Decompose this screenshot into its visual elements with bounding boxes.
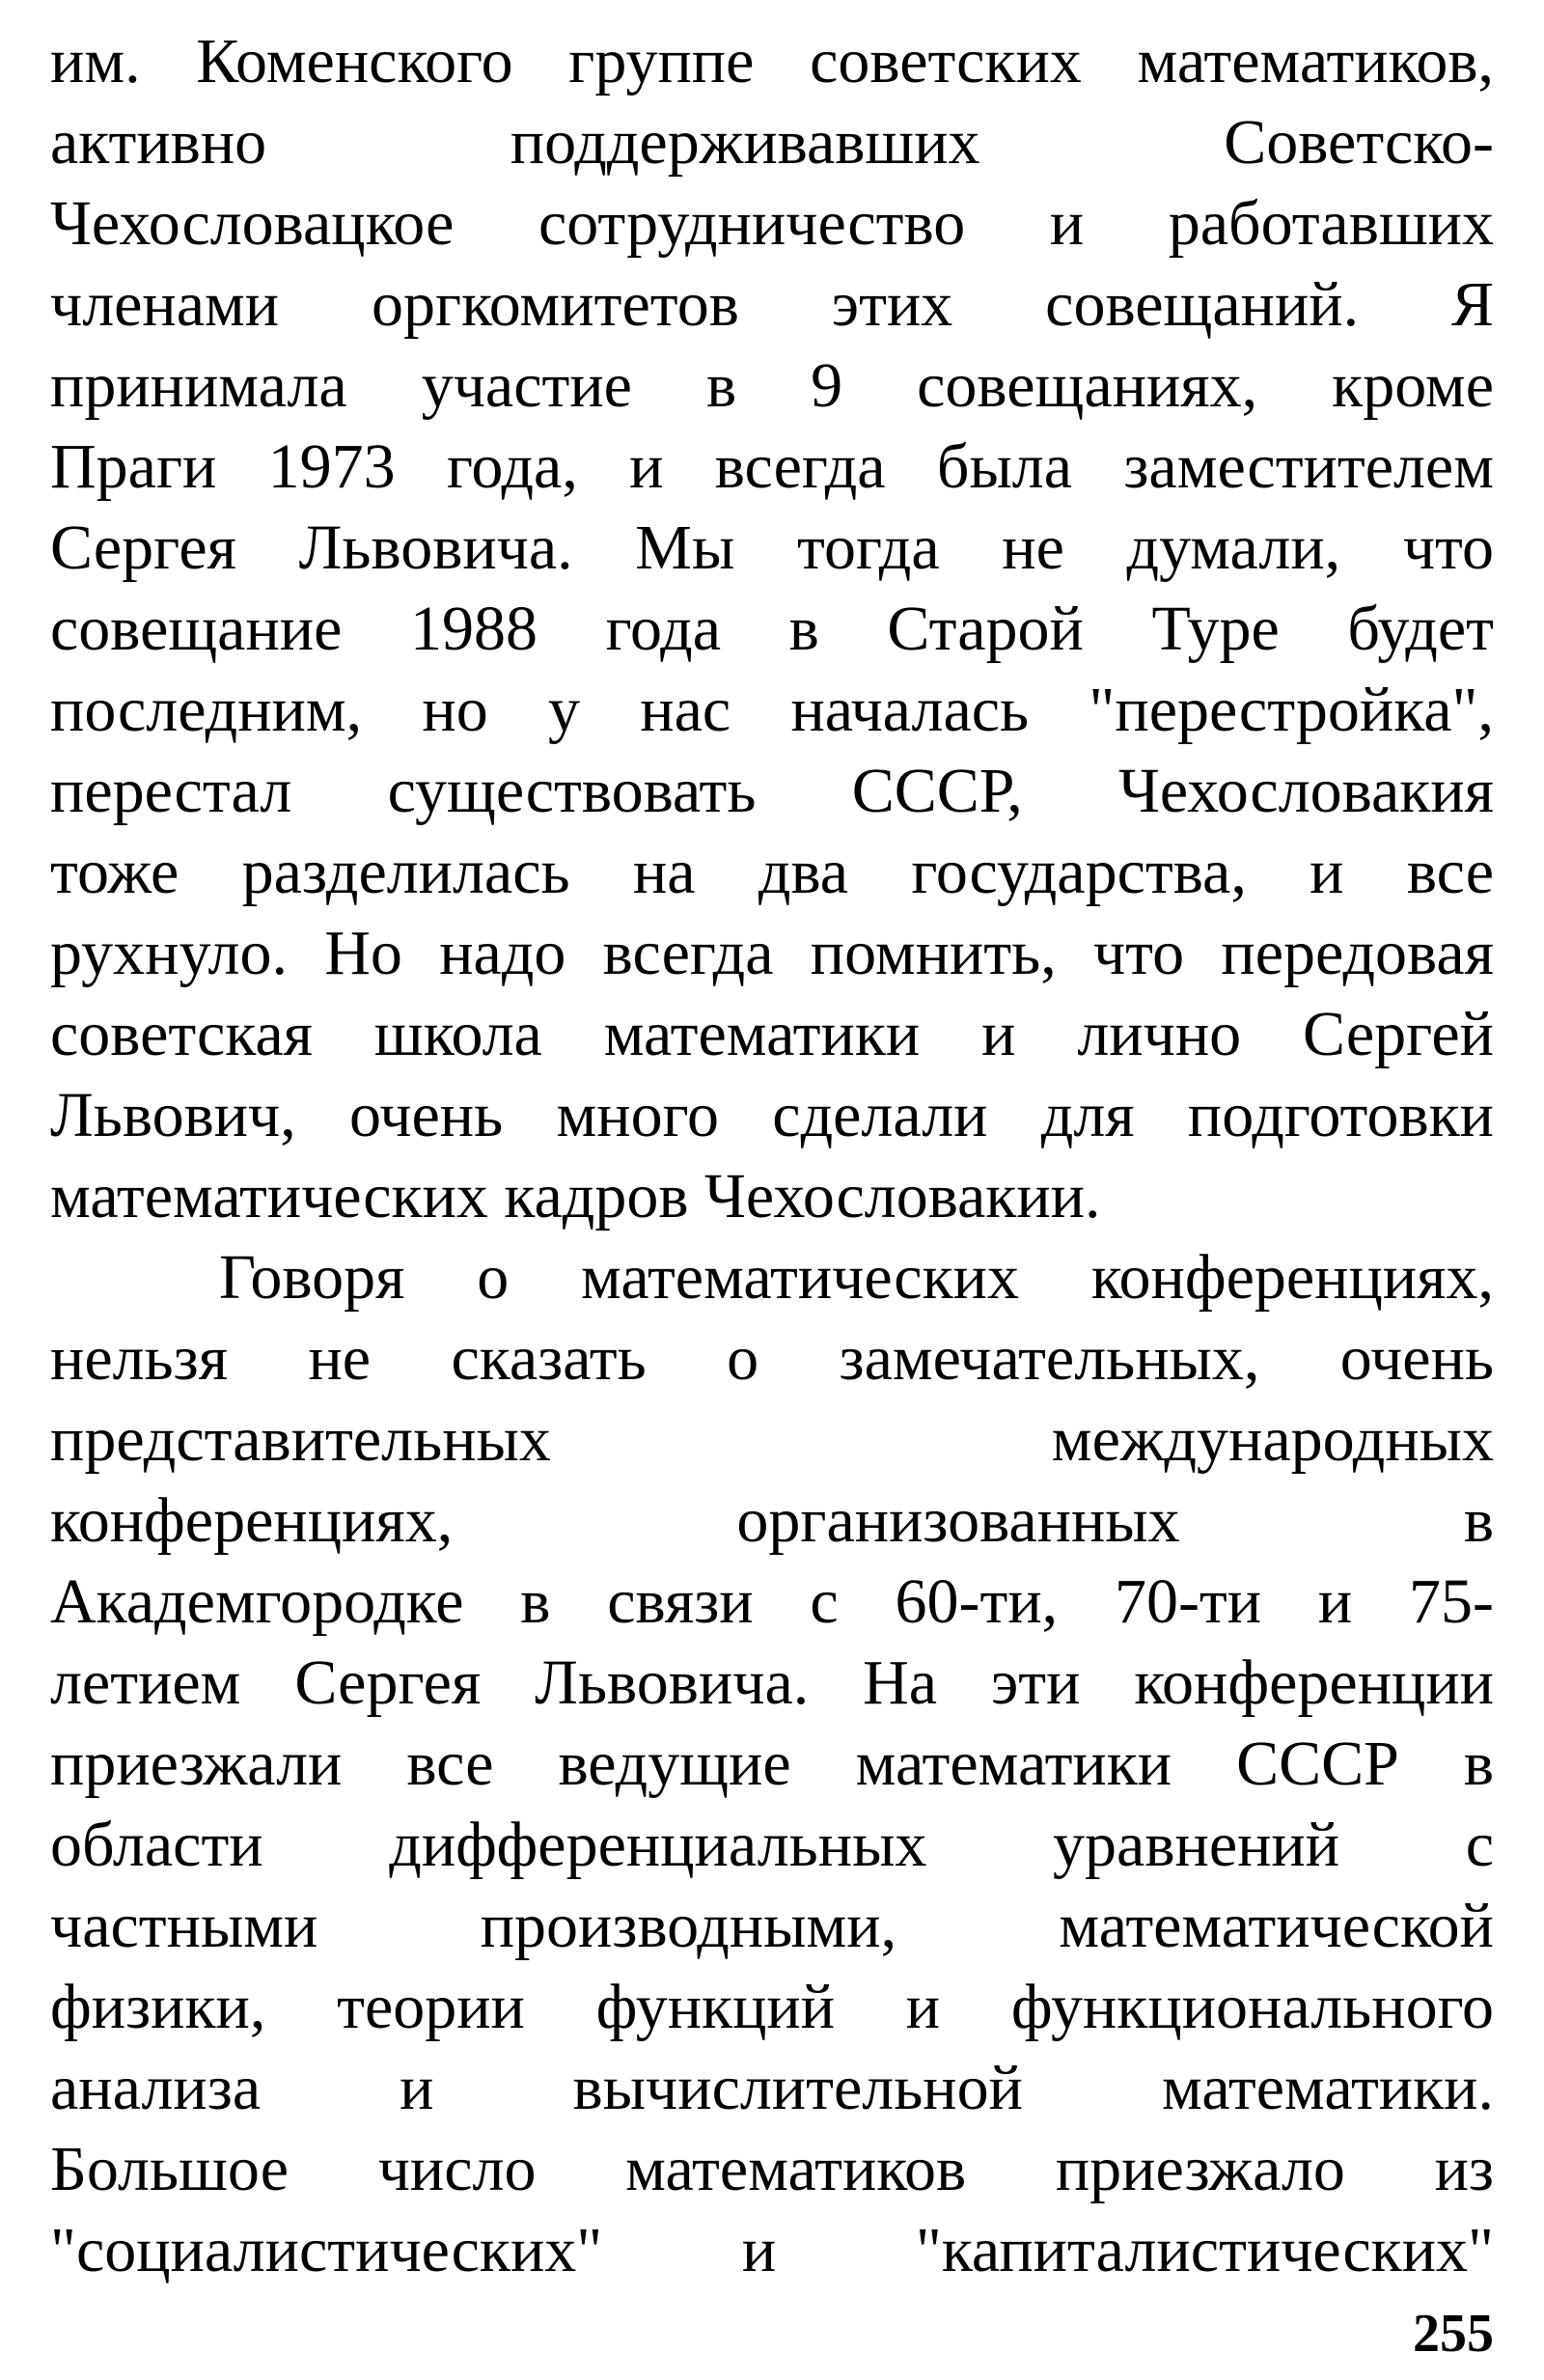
text-line: активно поддерживавших Советско-: [50, 107, 1494, 178]
text-line: тоже разделилась на два государства, и все: [50, 837, 1494, 907]
text-line: приезжали все ведущие математики СССР в: [50, 1729, 1494, 1799]
text-line: Праги 1973 года, и всегда была заместителем: [50, 431, 1494, 502]
text-line: перестал существовать СССР, Чехословакия: [50, 756, 1494, 826]
text-line: последним, но у нас началась "перестройка",: [50, 675, 1494, 745]
text-line: "социалистических" и "капиталистических": [50, 2215, 1494, 2285]
text-line: физики, теории функций и функционального: [50, 1972, 1494, 2042]
page-text: [50, 21, 1494, 2291]
text-line: области дифференциальных уравнений с: [50, 1810, 1494, 1880]
text-line: Большое число математиков приезжало из: [50, 2134, 1494, 2204]
text-line: Львович, очень много сделали для подготовки: [50, 1080, 1494, 1150]
text-line: летием Сергея Львовича. На эти конференции: [50, 1647, 1494, 1718]
text-line: советская школа математики и лично Сергей: [50, 999, 1494, 1069]
text-line: анализа и вычислительной математики.: [50, 2053, 1494, 2123]
text-line: частными производными, математической: [50, 1891, 1494, 1961]
paragraph-2: [50, 1237, 1494, 2291]
text-line: Чехословацкое сотрудничество и работавших: [50, 188, 1494, 259]
text-line: представительных международных: [50, 1404, 1494, 1475]
text-line: Сергея Львовича. Мы тогда не думали, что: [50, 512, 1494, 583]
text-line: Говоря о математических конференциях,: [219, 1242, 1494, 1313]
text-line: конференциях, организованных в: [50, 1485, 1494, 1556]
text-line: Академгородке в связи с 60-ти, 70-ти и 75-: [50, 1566, 1494, 1637]
page-number: 255: [1413, 2304, 1494, 2364]
text-line: совещание 1988 года в Старой Туре будет: [50, 594, 1494, 664]
text-line: нельзя не сказать о замечательных, очень: [50, 1323, 1494, 1394]
paragraph-1: [50, 21, 1494, 1237]
text-line: принимала участие в 9 совещаниях, кроме: [50, 350, 1494, 421]
text-line: рухнуло. Но надо всегда помнить, что передовая: [50, 918, 1494, 988]
text-line: им. Коменского группе советских математиков,: [50, 26, 1494, 97]
text-line: математических кадров Чехословакии.: [50, 1161, 1101, 1232]
text-line: членами оргкомитетов этих совещаний. Я: [50, 269, 1494, 340]
